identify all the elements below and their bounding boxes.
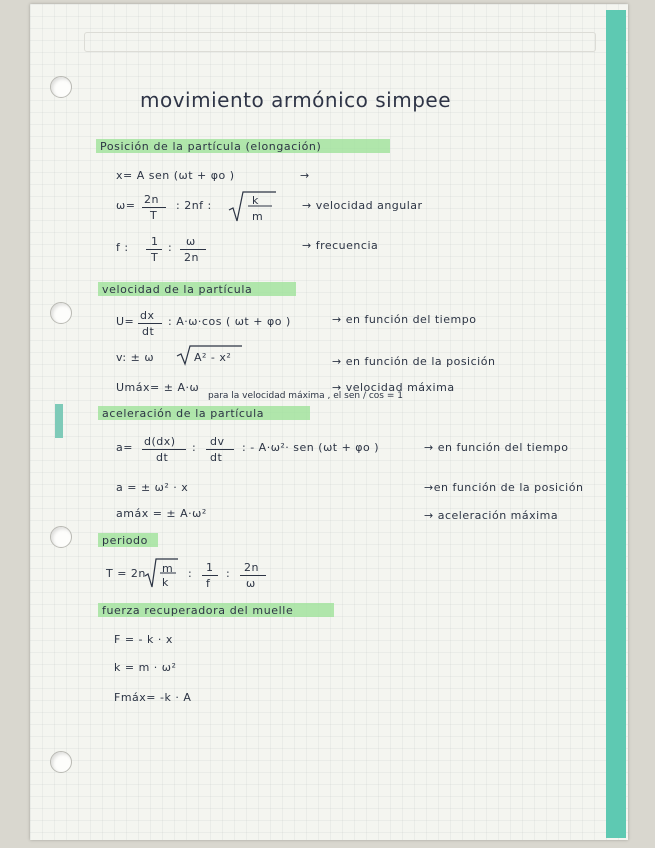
eq-freq-sep: :	[168, 241, 173, 254]
eq-freq-lhs: f :	[116, 241, 129, 254]
eq-period-num2: 2n	[244, 561, 259, 574]
punch-hole-lower-middle	[50, 526, 72, 548]
eq-omega-mid: : 2nf :	[176, 199, 212, 212]
fraction-bar	[202, 575, 218, 576]
eq-velocity-lhs: U=	[116, 315, 135, 328]
eq-accel-den1: dt	[156, 451, 169, 464]
eq-accel-num2: dv	[210, 435, 225, 448]
eq-freq-den1: T	[151, 251, 159, 264]
eq-velocity-den: dt	[142, 325, 155, 338]
heading-position: Posición de la partícula (elongación)	[100, 140, 322, 153]
note-angular-velocity: → velocidad angular	[302, 199, 423, 212]
fraction-bar	[142, 449, 186, 450]
header-box	[84, 32, 596, 52]
equation-elongation: x= A sen (ωt + φo )	[116, 169, 235, 182]
fraction-bar	[142, 207, 166, 208]
eq-omega-den: T	[150, 209, 158, 222]
punch-hole-upper-middle	[50, 302, 72, 324]
eq-period-root-num: m	[162, 562, 174, 575]
eq-force: F = - k · x	[114, 633, 173, 646]
eq-period-sep1: :	[188, 567, 193, 580]
page-edge-strip	[606, 10, 626, 838]
eq-omega-lhs: ω=	[116, 199, 136, 212]
punch-hole-top	[50, 76, 72, 98]
eq-period-sep2: :	[226, 567, 231, 580]
eq-period-den2: ω	[246, 577, 256, 590]
note-accel-time: → en función del tiempo	[424, 441, 569, 454]
eq-period-root-den: k	[162, 576, 169, 589]
eq-accel-num1: d(dx)	[144, 435, 176, 448]
eq-freq-num2: ω	[186, 235, 196, 248]
eq-period-den1: f	[206, 577, 211, 590]
eq-omega-root-den: m	[252, 210, 264, 223]
eq-accel-rhs: : - A·ω²· sen (ωt + φo )	[242, 441, 380, 454]
heading-period: periodo	[102, 534, 148, 547]
notebook-page	[30, 4, 628, 840]
fraction-bar	[240, 575, 266, 576]
eq-freq-den2: 2n	[184, 251, 199, 264]
eq-accel-den2: dt	[210, 451, 223, 464]
eq-velocity-num: dx	[140, 309, 155, 322]
heading-restoring-force: fuerza recuperadora del muelle	[102, 604, 294, 617]
eq-velocity-position-root: A² - x²	[194, 351, 232, 364]
note-velocity-position: → en función de la posición	[332, 355, 496, 368]
arrow-elongation: →	[300, 169, 310, 182]
eq-omega-num: 2n	[144, 193, 159, 206]
eq-velocity-position-lhs: v: ± ω	[116, 351, 155, 364]
page-tab-marker	[55, 404, 63, 438]
heading-acceleration: aceleración de la partícula	[102, 407, 265, 420]
eq-accel-sep: :	[192, 441, 197, 454]
eq-accel-max: amáx = ± A·ω²	[116, 507, 207, 520]
eq-freq-num1: 1	[151, 235, 159, 248]
fraction-bar	[146, 249, 162, 250]
punch-hole-bottom	[50, 751, 72, 773]
eq-period-lhs: T = 2n	[106, 567, 146, 580]
eq-velocity-max: Umáx= ± A·ω	[116, 381, 200, 394]
note-frequency: → frecuencia	[302, 239, 379, 252]
fraction-bar	[206, 449, 234, 450]
eq-period-num1: 1	[206, 561, 214, 574]
note-accel-max: → aceleración máxima	[424, 509, 559, 522]
eq-accel-position: a = ± ω² · x	[116, 481, 189, 494]
eq-force-max: Fmáx= -k · A	[114, 691, 192, 704]
heading-velocity: velocidad de la partícula	[102, 283, 253, 296]
eq-spring-constant: k = m · ω²	[114, 661, 177, 674]
note-accel-position: →en función de la posición	[424, 481, 584, 494]
eq-accel-lhs: a=	[116, 441, 133, 454]
page-title: movimiento armónico simpee	[140, 88, 451, 112]
fraction-bar	[138, 323, 162, 324]
fraction-bar	[180, 249, 206, 250]
remark-velocity-max: para la velocidad máxima , el sen / cos = 1	[208, 391, 403, 401]
eq-omega-root-num: k	[252, 194, 259, 207]
note-velocity-time: → en función del tiempo	[332, 313, 477, 326]
eq-velocity-rhs: : A·ω·cos ( ωt + φo )	[168, 315, 291, 328]
note-velocity-max: → velocidad máxima	[332, 381, 455, 394]
